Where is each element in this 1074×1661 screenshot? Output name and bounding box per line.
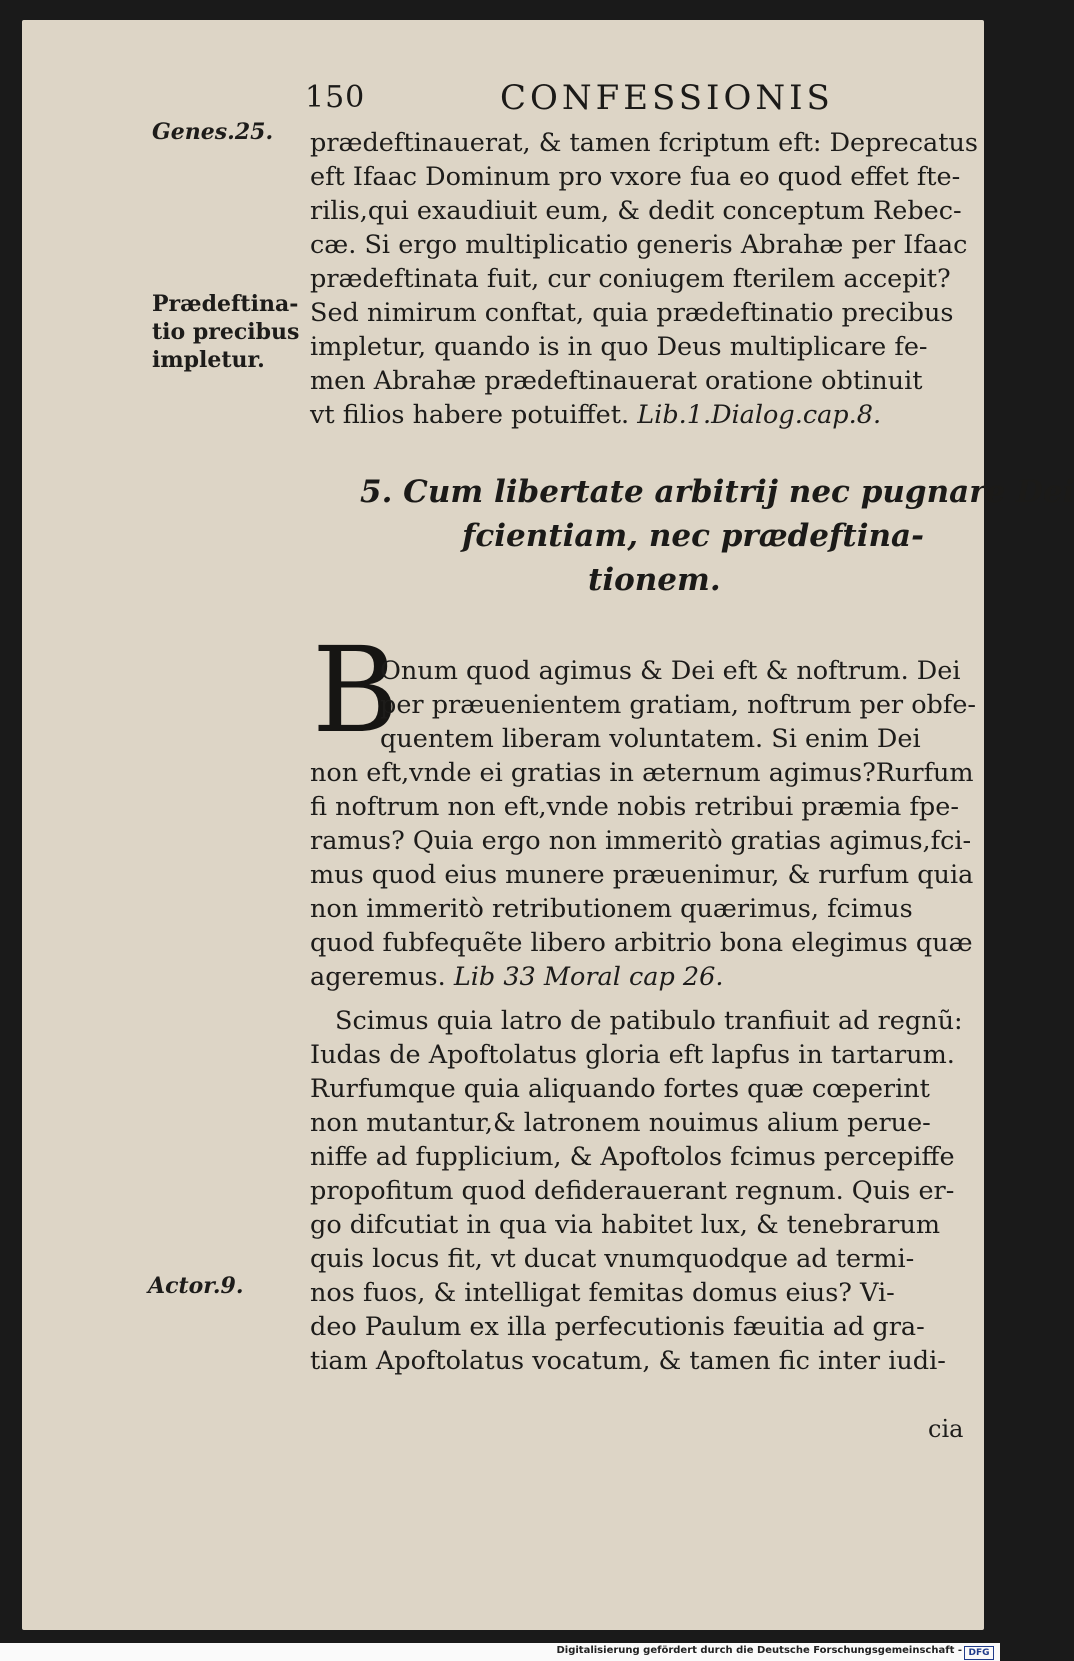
text-line: ramus? Quia ergo non immeritò gratias agimus,fci- (310, 826, 972, 856)
running-title: CONFESSIONIS (500, 78, 834, 118)
text-line: quentem liberam voluntatem. Si enim Dei (380, 724, 921, 754)
text-line: Rurfumque quia aliquando fortes quæ cœperint (310, 1074, 930, 1104)
text-line: per præuenientem gratiam, noftrum per obfe- (380, 690, 977, 720)
text-line: impletur, quando is in quo Deus multiplicare fe- (310, 332, 928, 362)
margin-note-genesis: Genes.25. (152, 119, 274, 145)
heading-line-3: tionem. (588, 562, 721, 598)
text-line: go difcutiat in qua via habitet lux, & tenebrarum (310, 1210, 941, 1240)
text-line-last (310, 398, 970, 432)
text-line: niffe ad fupplicium, & Apoftolos fcimus percepiffe (310, 1142, 955, 1172)
heading-line-2: fcientiam, nec prædeftina- (462, 518, 924, 554)
text-line: quis locus fit, vt ducat vnumquodque ad termi- (310, 1244, 915, 1274)
page-number: 150 (305, 80, 366, 115)
text-line: Sed nimirum conftat, quia prædeftinatio precibus (310, 298, 954, 328)
text-line: fi noftrum non eft,vnde nobis retribui præmia fpe- (310, 792, 959, 822)
margin-note-predestination-2: tio precibus (152, 319, 300, 345)
text-line: mus quod eius munere præuenimur, & rurfum quia (310, 860, 974, 890)
margin-note-predestination-1: Prædeftina- (152, 291, 299, 317)
text-line: non mutantur,& latronem nouimus alium perue- (310, 1108, 931, 1138)
text-line: tiam Apoftolatus vocatum, & tamen fic inter iudi- (310, 1346, 946, 1376)
margin-note-acts: Actor.9. (148, 1273, 244, 1299)
running-head (0, 58, 1000, 118)
text-line: propofitum quod defiderauerant regnum. Quis er- (310, 1176, 955, 1206)
drop-initial: B (312, 621, 399, 759)
text-line-last (310, 960, 970, 994)
catchword: cia (928, 1415, 964, 1443)
text-line: Scimus quia latro de patibulo tranfiuit ad regnũ: (335, 1006, 963, 1036)
text-line: men Abrahæ prædeftinauerat oratione obtinuit (310, 366, 923, 396)
text-line: nos fuos, & intelligat femitas domus eius? Vi- (310, 1278, 895, 1308)
text-fragment: ageremus. (310, 962, 446, 992)
text-line: Iudas de Apoftolatus gloria eft lapfus in tartarum. (310, 1040, 955, 1070)
text-line: cæ. Si ergo multiplicatio generis Abrahæ per Ifaac (310, 230, 968, 260)
dfg-logo-icon: DFG (964, 1646, 994, 1660)
text-line: non eft,vnde ei gratias in æternum agimus?Rurfum (310, 758, 974, 788)
text-line: deo Paulum ex illa perfecutionis fæuitia ad gra- (310, 1312, 925, 1342)
text-line: eft Ifaac Dominum pro vxore fua eo quod effet fte- (310, 162, 961, 192)
margin-note-predestination-3: impletur. (152, 347, 265, 373)
text-line: prædeftinauerat, & tamen fcriptum eft: Deprecatus (310, 128, 978, 158)
citation: Lib.1.Dialog.cap.8. (637, 400, 882, 430)
text-line: quod fubfequẽte libero arbitrio bona elegimus quæ (310, 928, 973, 958)
citation: Lib 33 Moral cap 26. (453, 962, 724, 992)
text-line: prædeftinata fuit, cur coniugem fterilem accepit? (310, 264, 951, 294)
text-line: Onum quod agimus & Dei eft & noftrum. Dei (380, 656, 961, 686)
heading-line-1: 5. Cum libertate arbitrij nec pugnare Dei (360, 474, 1074, 510)
text-fragment: vt filios habere potuiffet. (310, 400, 630, 430)
text-line: non immeritò retributionem quærimus, fcimus (310, 894, 913, 924)
footer-credit: Digitalisierung gefördert durch die Deutsche Forschungsgemeinschaft - (556, 1645, 962, 1656)
text-line: rilis,qui exaudiuit eum, & dedit conceptum Rebec- (310, 196, 962, 226)
